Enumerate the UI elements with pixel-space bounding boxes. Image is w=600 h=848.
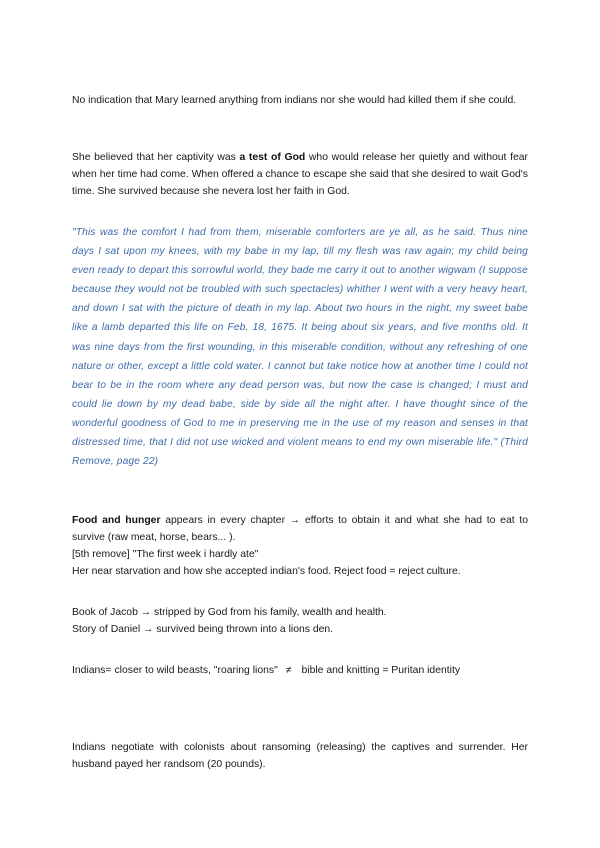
paragraph-book-of-jacob [72, 604, 528, 621]
bold-test-of-god: a test of God [239, 152, 306, 163]
paragraph-ransom [72, 739, 528, 773]
paragraph-starvation [72, 563, 528, 580]
indians-right-text: bible and knitting = Puritan identity [301, 665, 461, 676]
paragraph-indians-comparison [72, 662, 528, 679]
bold-food-and-hunger: Food and hunger [72, 515, 161, 526]
paragraph-test-of-god-after: who would release her quietly and without fear when her time had come. When offered a chance to escape she said that she desired to wait God's time. She survived because she nevera lost her faith in God. [72, 152, 528, 197]
paragraph-ransom-text: Indians negotiate with colonists about ransoming (releasing) the captives and surrender. Her husband payed her randsom (20 pounds). [72, 742, 528, 770]
paragraph-fifth-remove-text: [5th remove] "The first week i hardly ate" [72, 549, 259, 560]
paragraph-fifth-remove [72, 546, 528, 563]
paragraph-starvation-text: Her near starvation and how she accepted indian's food. Reject food = reject culture. [72, 566, 461, 577]
paragraph-food-hunger [72, 512, 528, 546]
paragraph-test-of-god [72, 149, 528, 200]
quote-third-remove [72, 223, 528, 471]
not-equal-symbol: ≠ [285, 665, 292, 676]
paragraph-story-of-daniel [72, 621, 528, 638]
paragraph-indication [72, 92, 528, 109]
quote-third-remove-text: "This was the comfort I had from them, miserable comforters are ye all, as he said. Thus nine days I sat upon my knees, with my babe in my lap, till my flesh was raw again; my child being even ready to depart this sorrowful world, they bade me carry it out to another wigwam (I suppose because they would not be troubled with such spectacles) whither I went with a very heavy heart, and down I sat with the picture of death in my lap. About two hours in the night, my sweet babe like a lamb departed this life on Feb. 18, 1675. It being about six years, and five months old. It was nine days from the first wounding, in this miserable condition, without any refreshing of one nature or other, except a little cold water. I cannot but take notice how at another time I could not bear to be in the room where any dead person was, but now the case is changed; I must and could lie down by my dead babe, side by side all the night after. I have thought since of the wonderful goodness of God to me in preserving me in the use of my reason and senses in that distressed time, that I did not use wicked and violent means to end my own miserable life." (Third Remove, page 22) [72, 227, 528, 468]
indians-left-text: Indians= closer to wild beasts, "roaring lions" [72, 665, 278, 676]
paragraph-book-of-jacob-text: Book of Jacob → stripped by God from his family, wealth and health. [72, 607, 387, 618]
paragraph-food-hunger-text: appears in every chapter → efforts to obtain it and what she had to eat to survive (raw meat, horse, bears... ). [72, 515, 528, 543]
paragraph-test-of-god-before: She believed that her captivity was [72, 152, 240, 163]
paragraph-indication-text: No indication that Mary learned anything from indians nor she would had killed them if she could. [72, 95, 517, 106]
paragraph-story-of-daniel-text: Story of Daniel → survived being thrown into a lions den. [72, 624, 334, 635]
